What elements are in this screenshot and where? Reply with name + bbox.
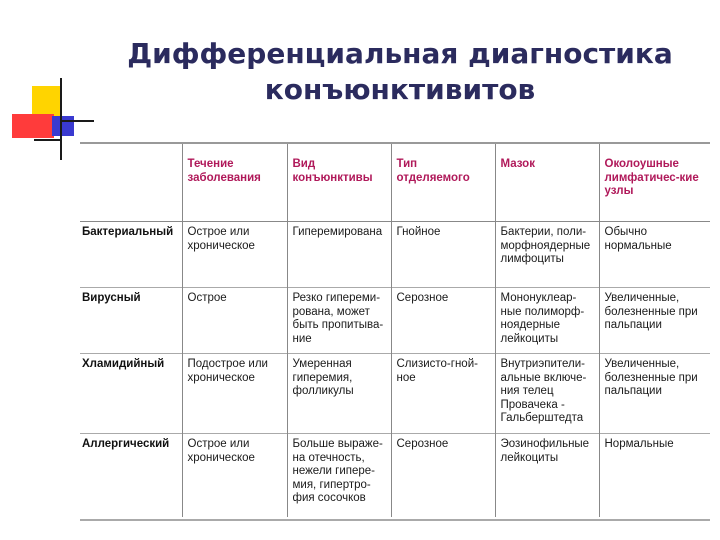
diagnosis-table bbox=[80, 142, 710, 517]
header-cell-conjunctiva: Вид конъюнктивы bbox=[287, 143, 391, 222]
table-cell: Нормальные bbox=[599, 434, 710, 518]
table-row bbox=[80, 354, 710, 434]
slide-title-line-1: Дифференциальная диагностика bbox=[127, 37, 673, 70]
table-cell: Бактерии, поли-морфноядерные лимфоциты bbox=[495, 222, 599, 288]
row-label: Бактериальный bbox=[82, 226, 174, 238]
slide-title bbox=[100, 36, 700, 108]
row-label: Вирусный bbox=[80, 288, 182, 354]
decor-yellow-square bbox=[32, 86, 60, 116]
table-cell: Увеличенные, болезненные при пальпации bbox=[599, 288, 710, 354]
table-cell: Увеличенные, болезненные при пальпации bbox=[599, 354, 710, 434]
table-row bbox=[80, 288, 710, 354]
table-row bbox=[80, 222, 710, 288]
header-cell-smear: Мазок bbox=[495, 143, 599, 222]
decor-red-square bbox=[12, 114, 54, 138]
decor-horizontal-line-2 bbox=[60, 120, 94, 122]
table-cell: Острое или хроническое bbox=[182, 222, 287, 288]
table-cell: Эозинофильные лейкоциты bbox=[495, 434, 599, 518]
table-cell: Острое bbox=[182, 288, 287, 354]
table-cell: Внутриэпители-альные включе-ния телец Провачека - Гальберштедта bbox=[495, 354, 599, 434]
header-cell-lymph-nodes: Околоушные лимфатичес-кие узлы bbox=[599, 143, 710, 222]
decor-blue-square bbox=[52, 116, 74, 136]
table-cell: Гиперемирована bbox=[287, 222, 391, 288]
decor-vertical-line bbox=[60, 78, 62, 160]
table-cell: Серозное bbox=[391, 434, 495, 518]
table-bottom-border bbox=[80, 519, 710, 521]
header-cell-discharge: Тип отделяемого bbox=[391, 143, 495, 222]
decor-horizontal-line bbox=[34, 139, 62, 141]
table-cell: Подострое или хроническое bbox=[182, 354, 287, 434]
table-cell: Обычно нормальные bbox=[599, 222, 710, 288]
row-label: Аллергический bbox=[80, 434, 182, 518]
slide-title-line-2: конъюнктивитов bbox=[264, 73, 536, 106]
table-cell: Мононуклеар-ные полиморф-ноядерные лейкоциты bbox=[495, 288, 599, 354]
header-cell-empty bbox=[80, 143, 182, 222]
table-cell: Острое или хроническое bbox=[182, 434, 287, 518]
table-cell: Умеренная гиперемия, фолликулы bbox=[287, 354, 391, 434]
table-header-row bbox=[80, 143, 710, 222]
row-label: Хламидийный bbox=[80, 354, 182, 434]
table-cell: Больше выраже-на отечность, нежели гипере-мия, гипертро-фия сосочков bbox=[287, 434, 391, 518]
table-row bbox=[80, 434, 710, 518]
table-cell: Резко гипереми-рована, может быть пропитыва-ние bbox=[287, 288, 391, 354]
diagnosis-table-container bbox=[80, 142, 710, 520]
table-cell: Слизисто-гной-ное bbox=[391, 354, 495, 434]
table-cell: Серозное bbox=[391, 288, 495, 354]
table-cell: Гнойное bbox=[391, 222, 495, 288]
header-cell-course: Течение заболевания bbox=[182, 143, 287, 222]
